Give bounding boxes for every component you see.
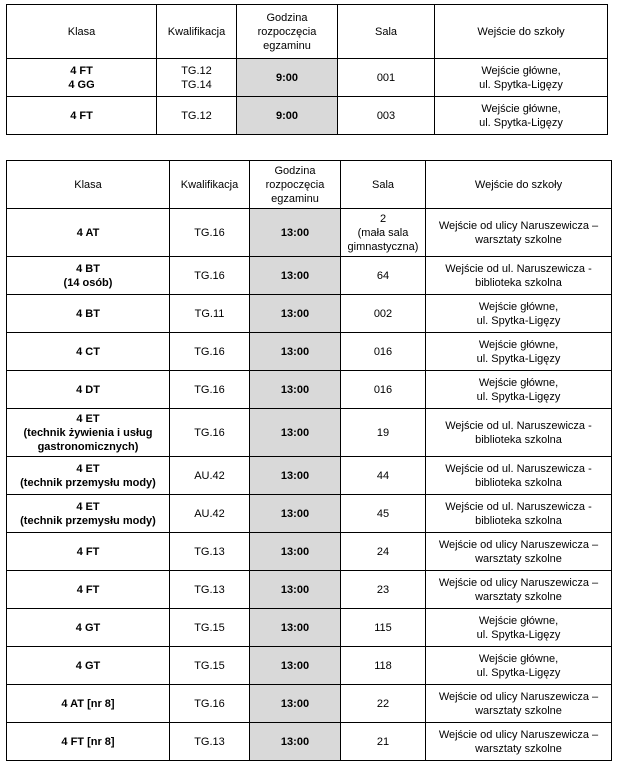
cell-kwalifikacja-line: TG.16 [194,697,225,710]
header-row [7,5,608,59]
cell-sala-line: 45 [376,507,390,520]
cell-sala-line: 19 [376,426,390,439]
cell-kwalifikacja-line: AU.42 [194,507,225,520]
cell-sala-line: 002 [373,307,393,320]
cell-kwalifikacja [170,295,250,333]
table-row [7,257,612,295]
cell-kwalifikacja [170,257,250,295]
cell-godzina: 13:00 [250,685,341,723]
cell-klasa [7,723,170,761]
cell-wejscie [426,333,612,371]
cell-sala [341,209,426,257]
cell-wejscie-line: biblioteka szkolna [475,476,562,489]
cell-kwalifikacja [170,609,250,647]
header-godzina-line: egzaminu [263,39,311,52]
cell-wejscie-line: Wejście od ul. Naruszewicza - [445,262,592,275]
cell-kwalifikacja [170,209,250,257]
cell-kwalifikacja [170,457,250,495]
header-godzina-line: Godzina [274,164,316,177]
cell-wejscie-line: Wejście główne, [478,300,559,313]
table-row [7,209,612,257]
cell-klasa-line: (technik żywienia i usług [23,426,153,439]
cell-wejscie [426,571,612,609]
exam-schedule-table-morning [6,4,608,135]
cell-sala-line: 23 [376,583,390,596]
table-row [7,333,612,371]
cell-klasa [7,295,170,333]
cell-klasa-line: 4 ET [76,500,100,513]
table-row [7,295,612,333]
cell-wejscie-line: ul. Spytka-Ligęzy [479,116,563,129]
cell-kwalifikacja-line: TG.13 [194,735,225,748]
cell-sala-line: (mała sala [357,226,409,239]
cell-wejscie-line: Wejście od ulicy Naruszewicza – [438,219,599,232]
exam-schedule-table-afternoon [6,160,612,761]
cell-wejscie [435,97,608,135]
cell-kwalifikacja [170,533,250,571]
cell-kwalifikacja [170,495,250,533]
cell-wejscie-line: Wejście główne, [478,614,559,627]
cell-kwalifikacja [170,723,250,761]
cell-wejscie [426,409,612,457]
cell-kwalifikacja-line: TG.16 [194,426,225,439]
cell-kwalifikacja-line: TG.15 [194,659,225,672]
cell-kwalifikacja-line: TG.12 [181,109,212,122]
cell-wejscie-line: ul. Spytka-Ligęzy [479,78,563,91]
cell-kwalifikacja-line: TG.12 [181,64,212,77]
header-wejscie: Wejście do szkoły [426,161,612,209]
cell-kwalifikacja [170,685,250,723]
cell-sala-line: 2 [379,212,387,225]
table-body [7,209,612,761]
cell-klasa-line: 4 BT [76,307,100,320]
cell-wejscie-line: ul. Spytka-Ligęzy [476,314,561,327]
cell-kwalifikacja [170,333,250,371]
cell-klasa [7,333,170,371]
cell-godzina: 9:00 [237,97,338,135]
table-row [7,457,612,495]
cell-wejscie [426,257,612,295]
cell-wejscie [426,495,612,533]
cell-wejscie-line: Wejście od ulicy Naruszewicza – [438,576,599,589]
cell-klasa-line: (technik przemysłu mody) [20,476,156,489]
cell-kwalifikacja-line: TG.16 [194,383,225,396]
cell-klasa-line: gastronomicznych) [37,440,139,453]
cell-klasa [7,495,170,533]
cell-kwalifikacja-line: AU.42 [194,469,225,482]
cell-sala-line: 22 [376,697,390,710]
cell-kwalifikacja-line: TG.15 [194,621,225,634]
cell-klasa-line: 4 ET [76,412,100,425]
cell-wejscie [426,685,612,723]
cell-kwalifikacja-line: TG.16 [194,345,225,358]
table-row [7,571,612,609]
cell-klasa-line: 4 BT [76,262,100,275]
table-row [7,495,612,533]
cell-klasa [7,209,170,257]
cell-godzina: 13:00 [250,571,341,609]
cell-wejscie-line: Wejście główne, [478,338,559,351]
cell-wejscie [426,457,612,495]
table-row [7,533,612,571]
header-godzina [250,161,341,209]
header-row [7,161,612,209]
cell-klasa [7,457,170,495]
cell-sala [341,685,426,723]
cell-godzina: 9:00 [237,59,338,97]
header-sala: Sala [338,5,435,59]
header-godzina-line: Godzina [266,11,308,24]
cell-klasa [7,533,170,571]
cell-godzina: 13:00 [250,209,341,257]
cell-wejscie-line: biblioteka szkolna [475,514,562,527]
cell-klasa-line: 4 CT [76,345,100,358]
cell-sala-line: 21 [376,735,390,748]
cell-godzina: 13:00 [250,495,341,533]
cell-kwalifikacja [157,59,237,97]
cell-wejscie-line: Wejście główne, [481,64,561,77]
cell-kwalifikacja [170,571,250,609]
cell-sala-line: 64 [376,269,390,282]
header-wejscie: Wejście do szkoły [435,5,608,59]
cell-kwalifikacja-line: TG.16 [194,226,225,239]
cell-klasa-line: 4 DT [76,383,100,396]
header-godzina [237,5,338,59]
cell-sala [341,571,426,609]
table-row [7,371,612,409]
cell-wejscie-line: Wejście od ul. Naruszewicza - [445,462,592,475]
cell-klasa [7,409,170,457]
header-sala: Sala [341,161,426,209]
cell-kwalifikacja-line: TG.13 [194,583,225,596]
cell-godzina: 13:00 [250,409,341,457]
cell-klasa [7,685,170,723]
cell-wejscie-line: Wejście główne, [481,102,561,115]
cell-wejscie-line: warsztaty szkolne [475,552,562,565]
cell-sala-line: 016 [373,345,393,358]
cell-klasa [7,647,170,685]
cell-kwalifikacja-line: TG.11 [194,307,225,320]
cell-klasa-line: 4 GT [75,621,101,634]
cell-wejscie [426,533,612,571]
cell-wejscie-line: Wejście od ulicy Naruszewicza – [438,690,599,703]
cell-klasa-line: 4 FT [70,109,93,122]
cell-wejscie-line: Wejście od ulicy Naruszewicza – [438,538,599,551]
table-row [7,723,612,761]
cell-klasa [7,257,170,295]
cell-klasa-line: 4 FT [76,583,100,596]
cell-godzina: 13:00 [250,723,341,761]
cell-wejscie [426,609,612,647]
cell-sala-line: 24 [376,545,390,558]
cell-wejscie [426,371,612,409]
table-row [7,97,608,135]
table-row [7,609,612,647]
cell-klasa-line: 4 FT [70,64,93,77]
cell-sala [341,495,426,533]
cell-wejscie-line: ul. Spytka-Ligęzy [476,628,561,641]
cell-wejscie-line: warsztaty szkolne [475,742,562,755]
cell-wejscie-line: biblioteka szkolna [475,276,562,289]
cell-klasa-line: (technik przemysłu mody) [20,514,156,527]
cell-sala [341,647,426,685]
cell-sala [341,457,426,495]
cell-sala-line: 115 [374,621,392,634]
cell-sala [341,257,426,295]
cell-kwalifikacja-line: TG.16 [194,269,225,282]
cell-sala [341,409,426,457]
cell-sala-line: gimnastyczna) [347,240,419,253]
cell-godzina: 13:00 [250,647,341,685]
cell-sala [341,333,426,371]
table-row [7,647,612,685]
cell-klasa-line: 4 GG [68,78,95,91]
cell-klasa-line: 4 FT [nr 8] [61,735,115,748]
cell-sala-line: 44 [376,469,390,482]
cell-klasa-line: 4 GT [75,659,101,672]
table-body [7,59,608,135]
cell-sala-line: 003 [376,109,396,122]
cell-godzina: 13:00 [250,295,341,333]
header-godzina-line: egzaminu [271,192,319,205]
header-godzina-line: rozpoczęcia [257,25,317,38]
cell-sala-line: 016 [373,383,393,396]
header-klasa: Klasa [7,161,170,209]
cell-godzina: 13:00 [250,371,341,409]
cell-godzina: 13:00 [250,257,341,295]
cell-kwalifikacja [170,409,250,457]
cell-sala [341,371,426,409]
cell-sala-line: 001 [376,71,396,84]
cell-wejscie-line: warsztaty szkolne [475,704,562,717]
cell-kwalifikacja-line: TG.14 [181,78,212,91]
cell-klasa [7,97,157,135]
cell-klasa [7,609,170,647]
cell-wejscie [426,723,612,761]
header-kwalifikacja: Kwalifikacja [157,5,237,59]
cell-klasa-line: 4 AT [76,226,100,239]
cell-wejscie [426,209,612,257]
cell-wejscie-line: ul. Spytka-Ligęzy [476,390,561,403]
cell-klasa-line: 4 ET [76,462,100,475]
cell-klasa [7,571,170,609]
cell-kwalifikacja-line: TG.13 [194,545,225,558]
table-row [7,59,608,97]
cell-klasa-line: 4 AT [nr 8] [61,697,115,710]
cell-wejscie [426,647,612,685]
cell-klasa [7,371,170,409]
header-klasa: Klasa [7,5,157,59]
cell-sala [341,723,426,761]
cell-wejscie-line: warsztaty szkolne [475,590,562,603]
cell-wejscie-line: biblioteka szkolna [475,433,562,446]
cell-godzina: 13:00 [250,609,341,647]
header-kwalifikacja: Kwalifikacja [170,161,250,209]
cell-godzina: 13:00 [250,333,341,371]
cell-wejscie-line: ul. Spytka-Ligęzy [476,666,561,679]
cell-sala [341,609,426,647]
cell-wejscie-line: ul. Spytka-Ligęzy [476,352,561,365]
cell-wejscie-line: Wejście od ul. Naruszewicza - [445,419,592,432]
cell-sala [341,295,426,333]
cell-sala [338,59,435,97]
cell-wejscie [435,59,608,97]
cell-klasa-line: (14 osób) [63,276,113,289]
table-row [7,685,612,723]
cell-sala [338,97,435,135]
cell-wejscie-line: Wejście główne, [478,376,559,389]
cell-klasa [7,59,157,97]
cell-godzina: 13:00 [250,457,341,495]
cell-wejscie-line: Wejście od ulicy Naruszewicza – [438,728,599,741]
cell-sala-line: 118 [374,659,392,672]
cell-sala [341,533,426,571]
table-row [7,409,612,457]
cell-godzina: 13:00 [250,533,341,571]
header-godzina-line: rozpoczęcia [265,178,325,191]
cell-kwalifikacja [170,371,250,409]
cell-wejscie-line: Wejście główne, [478,652,559,665]
cell-kwalifikacja [157,97,237,135]
cell-kwalifikacja [170,647,250,685]
cell-wejscie-line: warsztaty szkolne [475,233,562,246]
cell-klasa-line: 4 FT [76,545,100,558]
cell-wejscie-line: Wejście od ul. Naruszewicza - [445,500,592,513]
cell-wejscie [426,295,612,333]
